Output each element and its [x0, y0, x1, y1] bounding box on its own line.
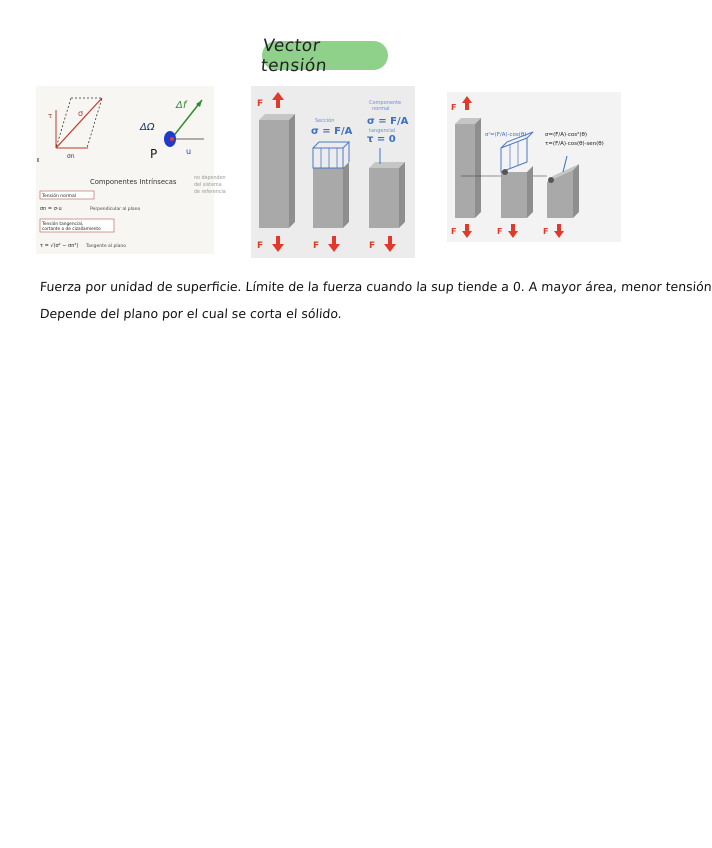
delta-omega-label: ΔΩ — [140, 122, 155, 133]
column-3-top — [369, 162, 405, 168]
force-down-arrow-icon — [554, 224, 564, 238]
inclined-section-svg — [447, 92, 621, 242]
force-label-bottom-1: F — [257, 241, 264, 251]
point-label: P — [150, 147, 158, 161]
stress-vector-svg — [36, 86, 226, 254]
force-up-arrow-icon — [272, 92, 284, 108]
force-label-bottom-a: F — [451, 227, 457, 236]
column-2-side — [343, 162, 349, 228]
column-b — [501, 172, 527, 218]
axial-column-svg — [251, 86, 415, 258]
tau-label: τ — [48, 112, 53, 120]
sigma-equation: σ=(F/A)·cos²(θ) — [545, 132, 588, 138]
force-down-arrow-icon — [462, 224, 472, 238]
pointer-line — [563, 156, 567, 172]
tau-equation: τ = 0 — [367, 134, 396, 145]
force-down-arrow-icon — [508, 224, 518, 238]
inclined-section-figure — [447, 92, 621, 242]
axial-column-figure — [251, 86, 415, 258]
note-line-2: Depende del plano por el cual se corta el sólido. — [39, 306, 343, 321]
sigma-label: σ — [78, 109, 84, 118]
sigma-vector — [56, 98, 102, 148]
column-1-top — [259, 114, 295, 120]
column-a — [455, 124, 475, 218]
shear-stress-note: Tangente al plano — [86, 244, 126, 249]
sigma-prime-equation: σ'=(F/A)·cos(θ) — [485, 132, 527, 138]
section-caption: Sección — [315, 118, 335, 124]
note-line-1: Fuerza por unidad de superficie. Límite de la fuerza cuando la sup tiende a 0. A mayor área, menor tensión — [39, 279, 712, 294]
invariance-note: no dependen del sistema de referencia — [194, 176, 226, 195]
force-down-arrow-icon — [384, 236, 396, 252]
pivot-icon — [502, 169, 508, 175]
column-3-side — [399, 162, 405, 228]
point-marker — [170, 137, 174, 141]
column-1-side — [289, 114, 295, 228]
shear-stress-formula: τ = √(σ² − σn²) — [40, 243, 79, 249]
page-title: Vector tensión — [259, 35, 329, 76]
section-frame-top — [313, 142, 349, 148]
force-label-bottom-c: F — [543, 227, 549, 236]
sigma-equation: σ = F/A — [311, 126, 353, 137]
column-c-side — [573, 164, 579, 218]
column-2 — [313, 168, 343, 228]
stress-vector-figure — [36, 86, 226, 254]
section-frame — [313, 148, 343, 168]
component-caption: Componente normal — [369, 100, 402, 112]
shear-stress-label: Tensión tangencial, cortante o de cizallamiento — [42, 222, 101, 232]
sigma-n-label: σn — [67, 153, 75, 160]
sigma-equation-2: σ = F/A — [367, 116, 409, 127]
column-b-side — [527, 166, 533, 218]
normal-stress-formula: σn = σ·u — [40, 206, 62, 212]
inclined-frame — [501, 138, 527, 172]
delta-f-label: Δf — [176, 100, 187, 111]
force-label-top: F — [257, 99, 264, 109]
column-3 — [369, 168, 399, 228]
force-label-top: F — [451, 103, 457, 112]
tau-equation: τ=(F/A)·cos(θ)·sen(θ) — [545, 141, 604, 147]
force-up-arrow-icon — [462, 96, 472, 110]
tangential-caption: tangencial — [369, 128, 396, 134]
column-a-side — [475, 118, 481, 218]
normal-stress-label: Tensión normal — [42, 194, 77, 199]
force-down-arrow-icon — [328, 236, 340, 252]
title-pill — [259, 35, 388, 76]
components-heading: Componentes Intrínsecas — [90, 178, 177, 186]
normal-vector-label: u — [186, 147, 192, 156]
force-label-bottom-b: F — [497, 227, 503, 236]
force-label-bottom-2: F — [313, 241, 320, 251]
normal-stress-note: Perpendicular al plano — [90, 207, 141, 212]
force-down-arrow-icon — [272, 236, 284, 252]
column-1 — [259, 120, 289, 228]
pivot-icon — [548, 177, 554, 183]
force-label-bottom-3: F — [369, 241, 376, 251]
